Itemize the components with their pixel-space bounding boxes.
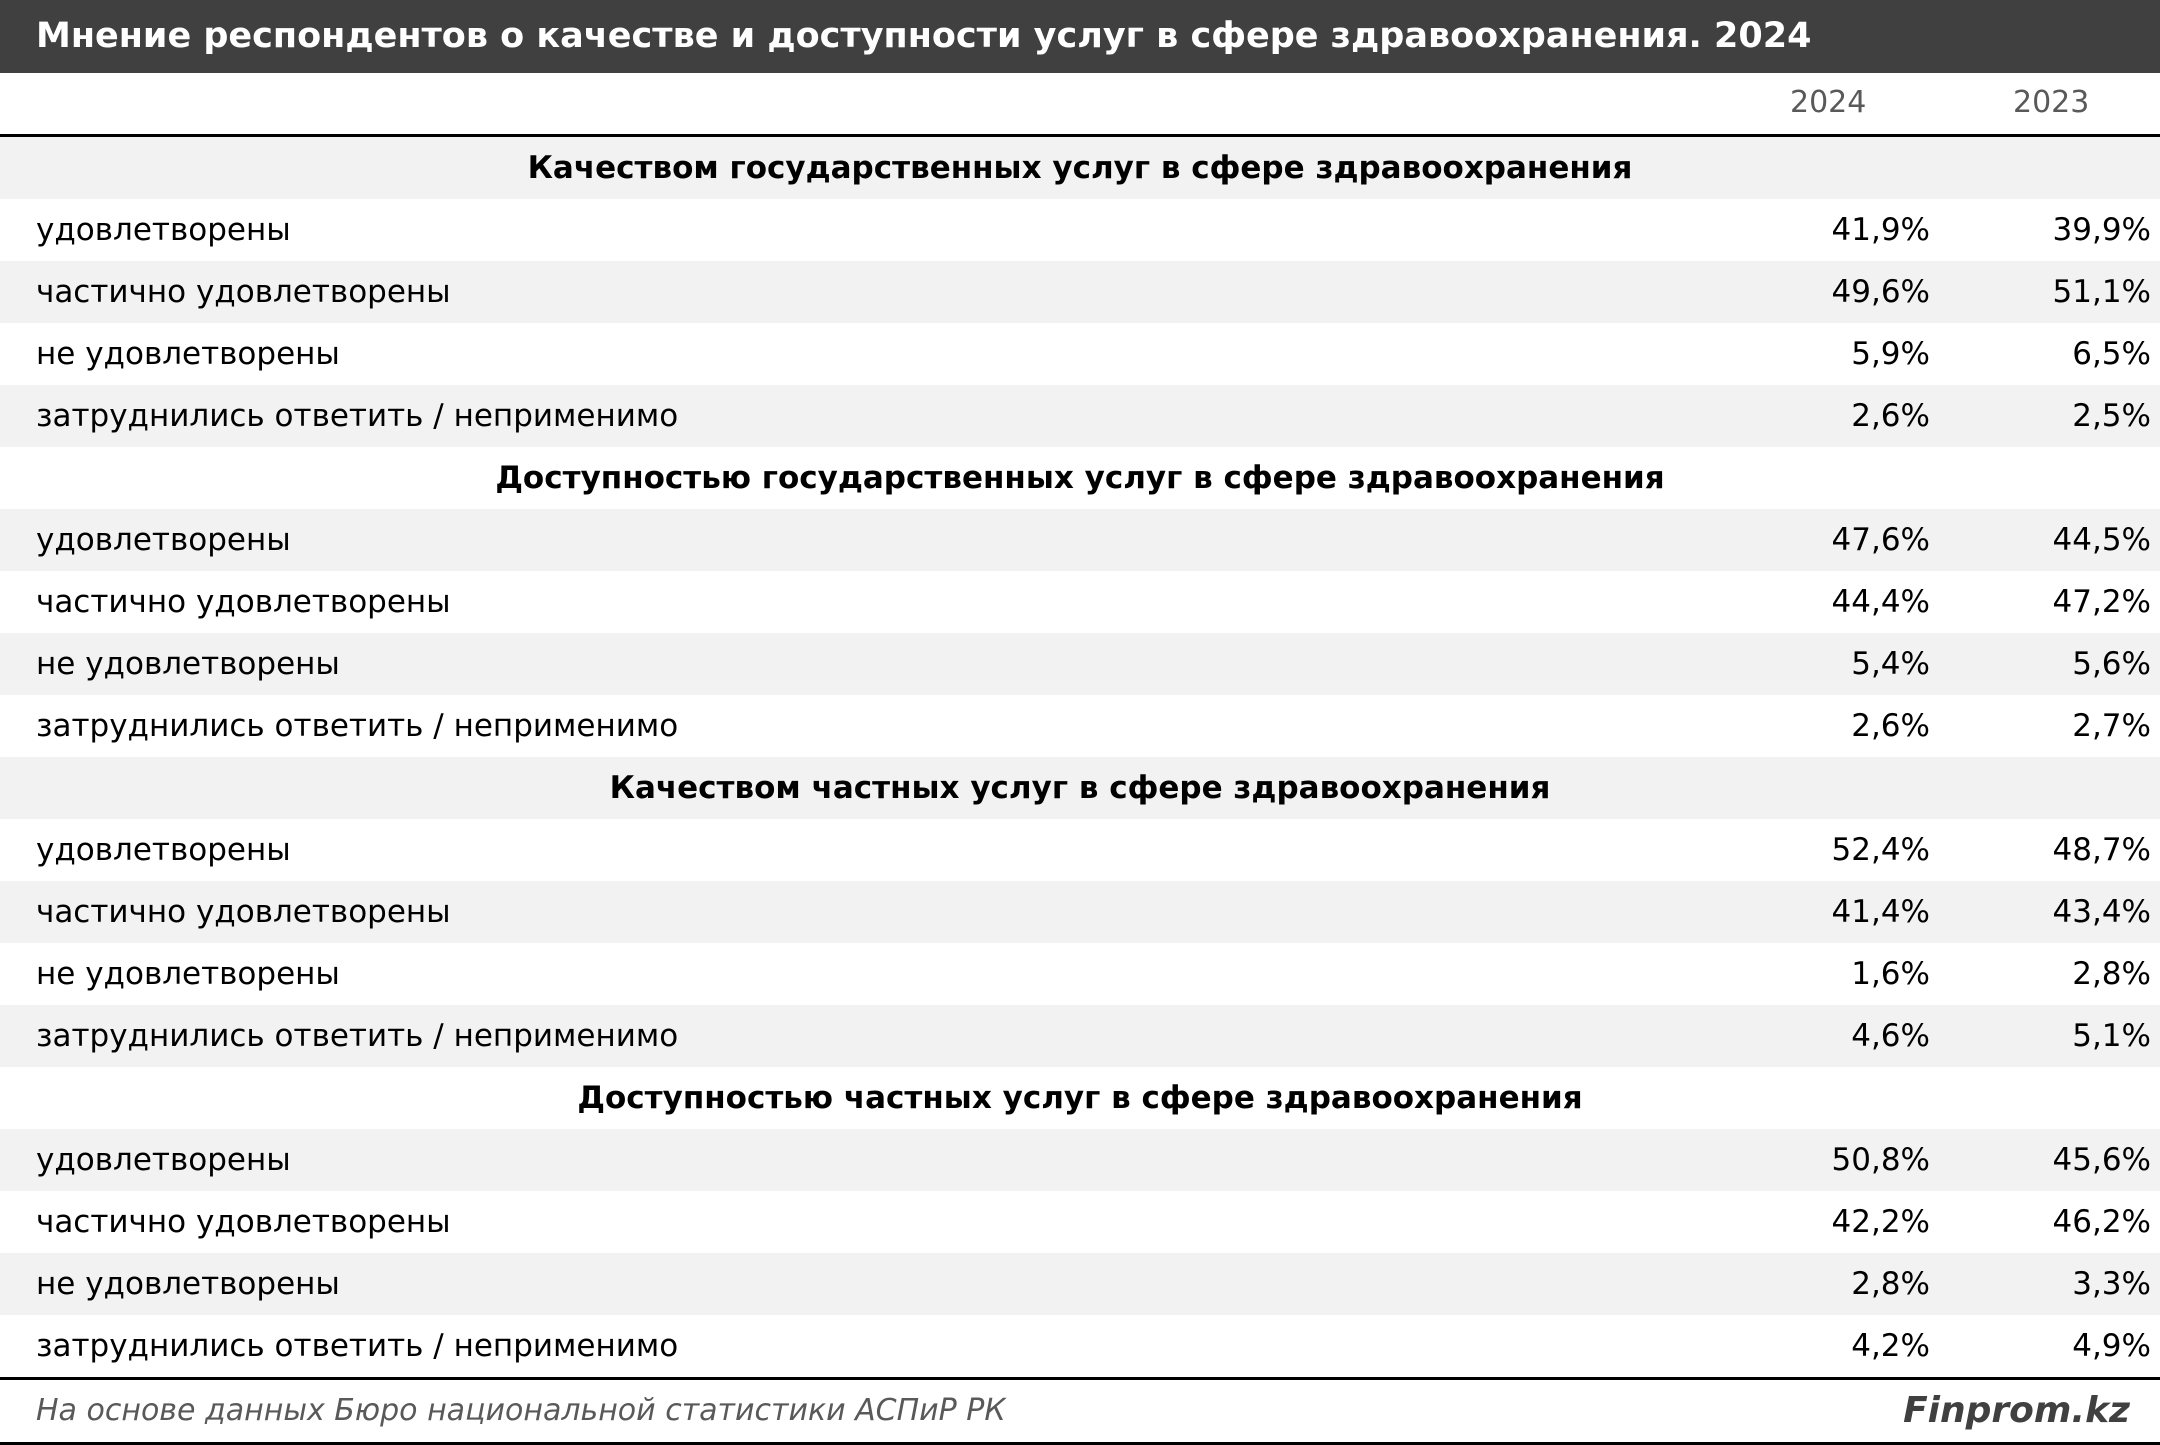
section-heading-label: Доступностью частных услуг в сфере здравоохранения [577, 1080, 1583, 1116]
table-row [0, 881, 2160, 943]
value-2023: 2,8% [2072, 956, 2151, 992]
table-row [0, 633, 2160, 695]
value-2023: 5,1% [2072, 1018, 2151, 1054]
section-heading [0, 137, 2160, 199]
section-heading [0, 1067, 2160, 1129]
table-row [0, 509, 2160, 571]
value-2023: 5,6% [2072, 646, 2151, 682]
column-header-2023: 2023 [2013, 85, 2090, 120]
value-2023: 46,2% [2052, 1204, 2151, 1240]
table-row [0, 1005, 2160, 1067]
row-label: частично удовлетворены [36, 584, 451, 620]
row-label: затруднились ответить / неприменимо [36, 398, 679, 434]
row-label: удовлетворены [36, 212, 291, 248]
row-label: частично удовлетворены [36, 274, 451, 310]
value-2023: 2,5% [2072, 398, 2151, 434]
row-label: удовлетворены [36, 832, 291, 868]
table-row [0, 1315, 2160, 1377]
value-2024: 52,4% [1831, 832, 1930, 868]
value-2023: 48,7% [2052, 832, 2151, 868]
table-row [0, 571, 2160, 633]
brand-logo: Finprom.kz [1903, 1390, 2130, 1431]
value-2024: 47,6% [1831, 522, 1930, 558]
value-2024: 2,6% [1851, 398, 1930, 434]
row-label: не удовлетворены [36, 956, 340, 992]
value-2024: 42,2% [1831, 1204, 1930, 1240]
row-label: затруднились ответить / неприменимо [36, 1018, 679, 1054]
value-2024: 44,4% [1831, 584, 1930, 620]
value-2024: 49,6% [1831, 274, 1930, 310]
value-2023: 45,6% [2052, 1142, 2151, 1178]
chart-title: Мнение респондентов о качестве и доступности услуг в сфере здравоохранения. 2024 [0, 0, 2160, 73]
section-heading-label: Доступностью государственных услуг в сфере здравоохранения [495, 460, 1665, 496]
value-2023: 3,3% [2072, 1266, 2151, 1302]
row-label: частично удовлетворены [36, 1204, 451, 1240]
table-row [0, 943, 2160, 1005]
value-2023: 6,5% [2072, 336, 2151, 372]
value-2024: 41,4% [1831, 894, 1930, 930]
table-row [0, 1191, 2160, 1253]
column-header-row [0, 73, 2160, 137]
value-2023: 51,1% [2052, 274, 2151, 310]
value-2024: 5,4% [1851, 646, 1930, 682]
table-row [0, 261, 2160, 323]
table-row [0, 695, 2160, 757]
footer [0, 1377, 2160, 1442]
section-heading-label: Качеством государственных услуг в сфере здравоохранения [527, 150, 1633, 186]
row-label: не удовлетворены [36, 1266, 340, 1302]
column-header-2024: 2024 [1790, 85, 1867, 120]
value-2024: 5,9% [1851, 336, 1930, 372]
value-2024: 1,6% [1851, 956, 1930, 992]
table-row [0, 323, 2160, 385]
value-2023: 4,9% [2072, 1328, 2151, 1364]
row-label: затруднились ответить / неприменимо [36, 708, 679, 744]
table-row [0, 1253, 2160, 1315]
row-label: не удовлетворены [36, 336, 340, 372]
row-label: частично удовлетворены [36, 894, 451, 930]
value-2024: 50,8% [1831, 1142, 1930, 1178]
source-note: На основе данных Бюро национальной статистики АСПиР РК [36, 1393, 1006, 1428]
section-heading [0, 757, 2160, 819]
table-row [0, 199, 2160, 261]
row-label: не удовлетворены [36, 646, 340, 682]
row-label: затруднились ответить / неприменимо [36, 1328, 679, 1364]
table-row [0, 1129, 2160, 1191]
table-row [0, 819, 2160, 881]
section-heading [0, 447, 2160, 509]
table-row [0, 385, 2160, 447]
data-table [0, 137, 2160, 1377]
section-heading-label: Качеством частных услуг в сфере здравоохранения [609, 770, 1551, 806]
value-2023: 39,9% [2052, 212, 2151, 248]
value-2023: 43,4% [2052, 894, 2151, 930]
value-2024: 2,6% [1851, 708, 1930, 744]
value-2024: 4,2% [1851, 1328, 1930, 1364]
value-2023: 44,5% [2052, 522, 2151, 558]
row-label: удовлетворены [36, 1142, 291, 1178]
value-2024: 2,8% [1851, 1266, 1930, 1302]
value-2024: 4,6% [1851, 1018, 1930, 1054]
row-label: удовлетворены [36, 522, 291, 558]
value-2023: 2,7% [2072, 708, 2151, 744]
value-2023: 47,2% [2052, 584, 2151, 620]
value-2024: 41,9% [1831, 212, 1930, 248]
